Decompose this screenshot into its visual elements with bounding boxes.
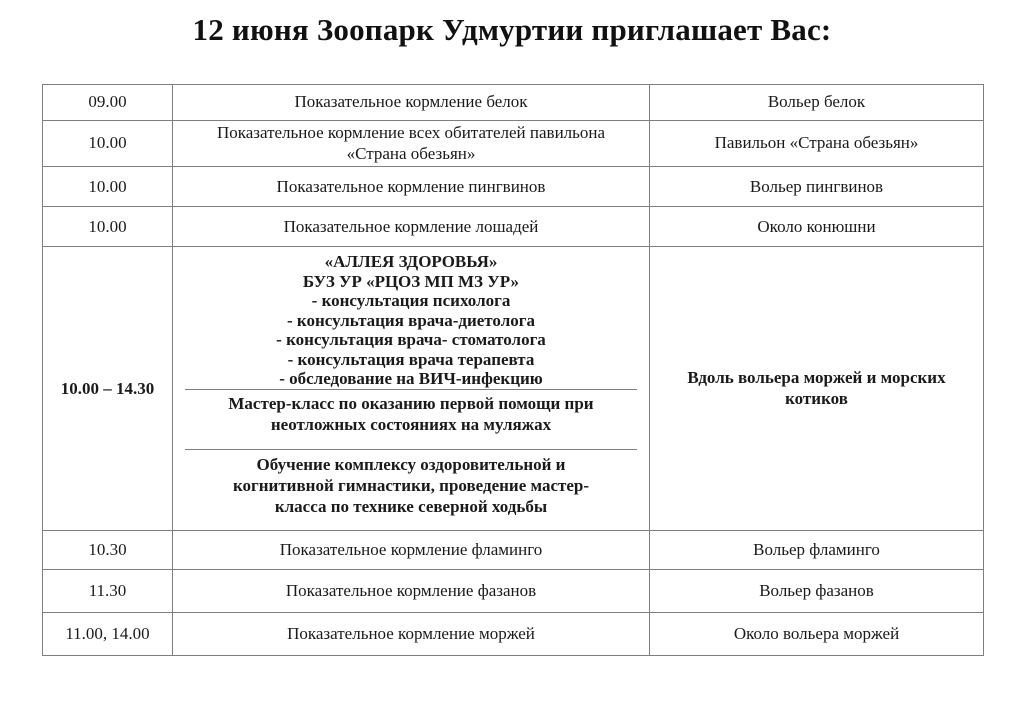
event-cell: Показательное кормление белок bbox=[173, 85, 650, 121]
health-alley-line: «АЛЛЕЯ ЗДОРОВЬЯ» bbox=[324, 252, 498, 272]
table-row-health-alley bbox=[43, 247, 984, 531]
event-cell: Показательное кормление фламинго bbox=[173, 531, 650, 570]
health-alley-line: - консультация врача терапевта bbox=[287, 349, 535, 369]
health-alley-line: БУЗ УР «РЦОЗ МП МЗ УР» bbox=[302, 271, 520, 291]
time-cell: 10.00 – 14.30 bbox=[43, 247, 173, 531]
location-cell: Вдоль вольера моржей и морских котиков bbox=[650, 247, 984, 531]
table-row bbox=[43, 531, 984, 570]
master-class-section: Мастер-класс по оказанию первой помощи при неотложных состояниях на муляжах bbox=[185, 389, 637, 449]
health-alley-line: - консультация психолога bbox=[311, 291, 511, 311]
time-cell: 10.00 bbox=[43, 207, 173, 247]
location-cell: Вольер белок bbox=[650, 85, 984, 121]
table-row bbox=[43, 207, 984, 247]
location-cell: Около вольера моржей bbox=[650, 613, 984, 656]
location-cell: Вольер пингвинов bbox=[650, 167, 984, 207]
time-cell: 10.00 bbox=[43, 167, 173, 207]
location-cell: Вольер фламинго bbox=[650, 531, 984, 570]
health-alley-line: - консультация врача- стоматолога bbox=[276, 330, 546, 350]
event-cell: Показательное кормление всех обитателей павильона «Страна обезьян» bbox=[173, 121, 650, 167]
time-cell: 10.00 bbox=[43, 121, 173, 167]
table-row bbox=[43, 121, 984, 167]
table-row bbox=[43, 613, 984, 656]
health-alley-line: - консультация врача-диетолога bbox=[287, 310, 535, 330]
event-cell-health-alley bbox=[173, 247, 650, 531]
location-cell: Павильон «Страна обезьян» bbox=[650, 121, 984, 167]
event-cell: Показательное кормление моржей bbox=[173, 613, 650, 656]
table-row bbox=[43, 167, 984, 207]
location-cell: Вольер фазанов bbox=[650, 570, 984, 613]
table-row bbox=[43, 570, 984, 613]
gymnastics-section: Обучение комплексу оздоровительной и когнитивной гимнастики, проведение мастер-класса по технике северной ходьбы bbox=[185, 449, 637, 528]
location-cell: Около конюшни bbox=[650, 207, 984, 247]
schedule-table bbox=[42, 84, 984, 656]
event-cell: Показательное кормление пингвинов bbox=[173, 167, 650, 207]
event-cell: Показательное кормление фазанов bbox=[173, 570, 650, 613]
time-cell: 10.30 bbox=[43, 531, 173, 570]
table-row bbox=[43, 85, 984, 121]
time-cell: 11.30 bbox=[43, 570, 173, 613]
time-cell: 09.00 bbox=[43, 85, 173, 121]
time-cell: 11.00, 14.00 bbox=[43, 613, 173, 656]
event-cell: Показательное кормление лошадей bbox=[173, 207, 650, 247]
health-alley-section bbox=[185, 249, 637, 389]
health-alley-line: - обследование на ВИЧ-инфекцию bbox=[279, 368, 543, 388]
page-title: 12 июня Зоопарк Удмуртии приглашает Вас: bbox=[192, 12, 832, 47]
